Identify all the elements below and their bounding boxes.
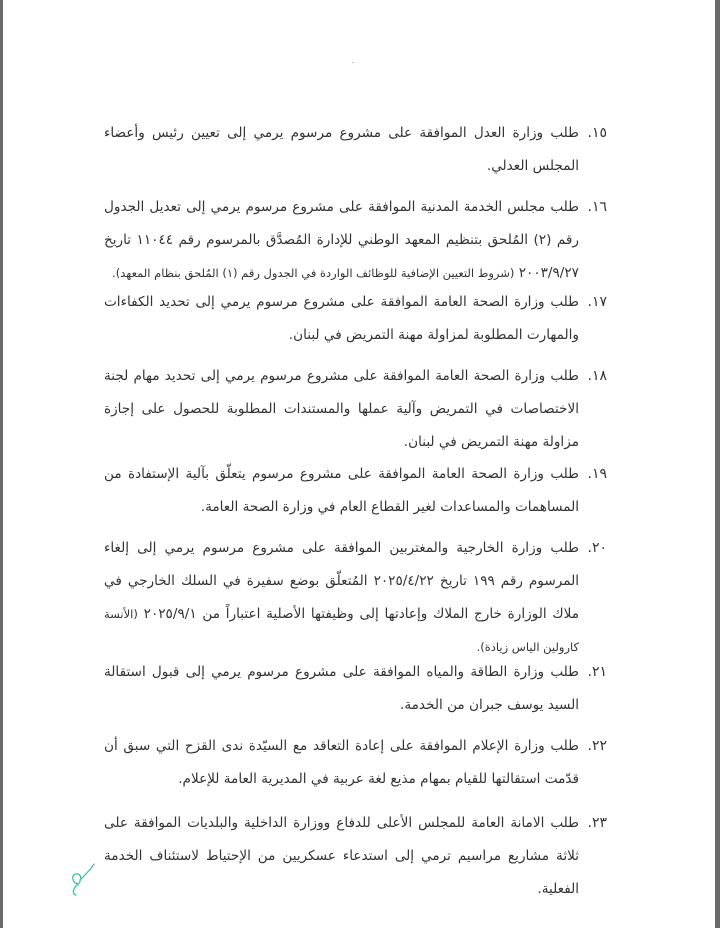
item-text: طلب وزارة الصحة العامة الموافقة على مشروع مرسوم يتعلّق بآلية الإستفادة من المساهمات والمساعدات لغير القطاع العام في وزارة الصحة العامة. xyxy=(104,466,579,515)
item-number: ١٥. xyxy=(587,125,607,141)
list-item-18 xyxy=(104,360,607,459)
item-text xyxy=(104,532,579,664)
list-item-22 xyxy=(104,730,607,796)
list-item-16 xyxy=(104,191,607,290)
item-text: طلب وزارة الطاقة والمياه الموافقة على مشروع مرسوم يرمي إلى قبول استقالة السيد يوسف جبران من الخدمة. xyxy=(104,664,579,713)
item-number: ٢١. xyxy=(587,664,607,680)
item-number: ٢٢. xyxy=(587,738,607,754)
item-text-main: طلب وزارة الخارجية والمغتربين الموافقة على مشروع مرسوم يرمي إلى إلغاء المرسوم رقم ١٩٩ تاريخ ٢٠٢٥/٤/٢٢ المُتعلّق بوضع سفيرة في السلك الخارجي في ملاك الوزارة خارج الملاك وإعادتها إلى وظيفتها الأصلية اعتباراً من ٢٠٢٥/٩/١ xyxy=(104,540,579,622)
item-number: ١٧. xyxy=(587,294,607,310)
item-number: ١٨. xyxy=(587,368,607,384)
item-text: طلب الامانة العامة للمجلس الأعلى للدفاع ووزارة الداخلية والبلديات الموافقة على ثلاثة مشاريع مراسيم ترمي إلى استدعاء عسكريين من الإحتياط لاستئناف الخدمة الفعلية. xyxy=(104,815,579,897)
list-item-23 xyxy=(104,807,607,906)
item-text: طلب وزارة الصحة العامة الموافقة على مشروع مرسوم يرمي إلى تحديد مهام لجنة الاختصاصات في التمريض وآلية عملها والمستندات المطلوبة للحصول على إجازة مزاولة مهنة التمريض في لبنان. xyxy=(104,368,579,450)
item-text: طلب وزارة الإعلام الموافقة على إعادة التعاقد مع السيّدة ندى القزح التي سبق أن قدّمت استقالتها للقيام بمهام مذيع لغة عربية في المديرية العامة للإعلام. xyxy=(104,738,579,787)
list-item-15 xyxy=(104,117,607,183)
page-border-left xyxy=(0,0,3,928)
list-item-20 xyxy=(104,532,607,664)
list-item-19 xyxy=(104,458,607,524)
item-note: (شروط التعيين الإضافية للوظائف الواردة في الجدول رقم (١) المُلحق بنظام المعهد). xyxy=(112,266,515,280)
item-text: طلب وزارة العدل الموافقة على مشروع مرسوم يرمي إلى تعيين رئيس وأعضاء المجلس العدلي. xyxy=(104,125,579,174)
handwritten-signature xyxy=(68,862,98,898)
item-text xyxy=(104,191,579,290)
item-text: طلب وزارة الصحة العامة الموافقة على مشروع مرسوم يرمي إلى تحديد الكفاءات والمهارت المطلوبة لمزاولة مهنة التمريض في لبنان. xyxy=(104,294,579,343)
list-item-17 xyxy=(104,286,607,352)
page-mark xyxy=(352,62,354,63)
page-border-right xyxy=(715,0,720,928)
item-text-main: طلب مجلس الخدمة المدنية الموافقة على مشروع مرسوم يرمي إلى تعديل الجدول رقم (٢) المُلحق بتنظيم المعهد الوطني للإدارة المُصدَّق بالمرسوم رقم ١١٠٤٤ تاريخ ٢٠٠٣/٩/٢٧ xyxy=(104,199,579,281)
item-note: (الأنسة كارولين الياس زيادة). xyxy=(104,607,579,654)
list-item-21 xyxy=(104,656,607,722)
item-number: ١٦. xyxy=(587,199,607,215)
item-number: ٢٠. xyxy=(587,540,607,556)
item-number: ٢٣. xyxy=(587,815,607,831)
item-number: ١٩. xyxy=(587,466,607,482)
